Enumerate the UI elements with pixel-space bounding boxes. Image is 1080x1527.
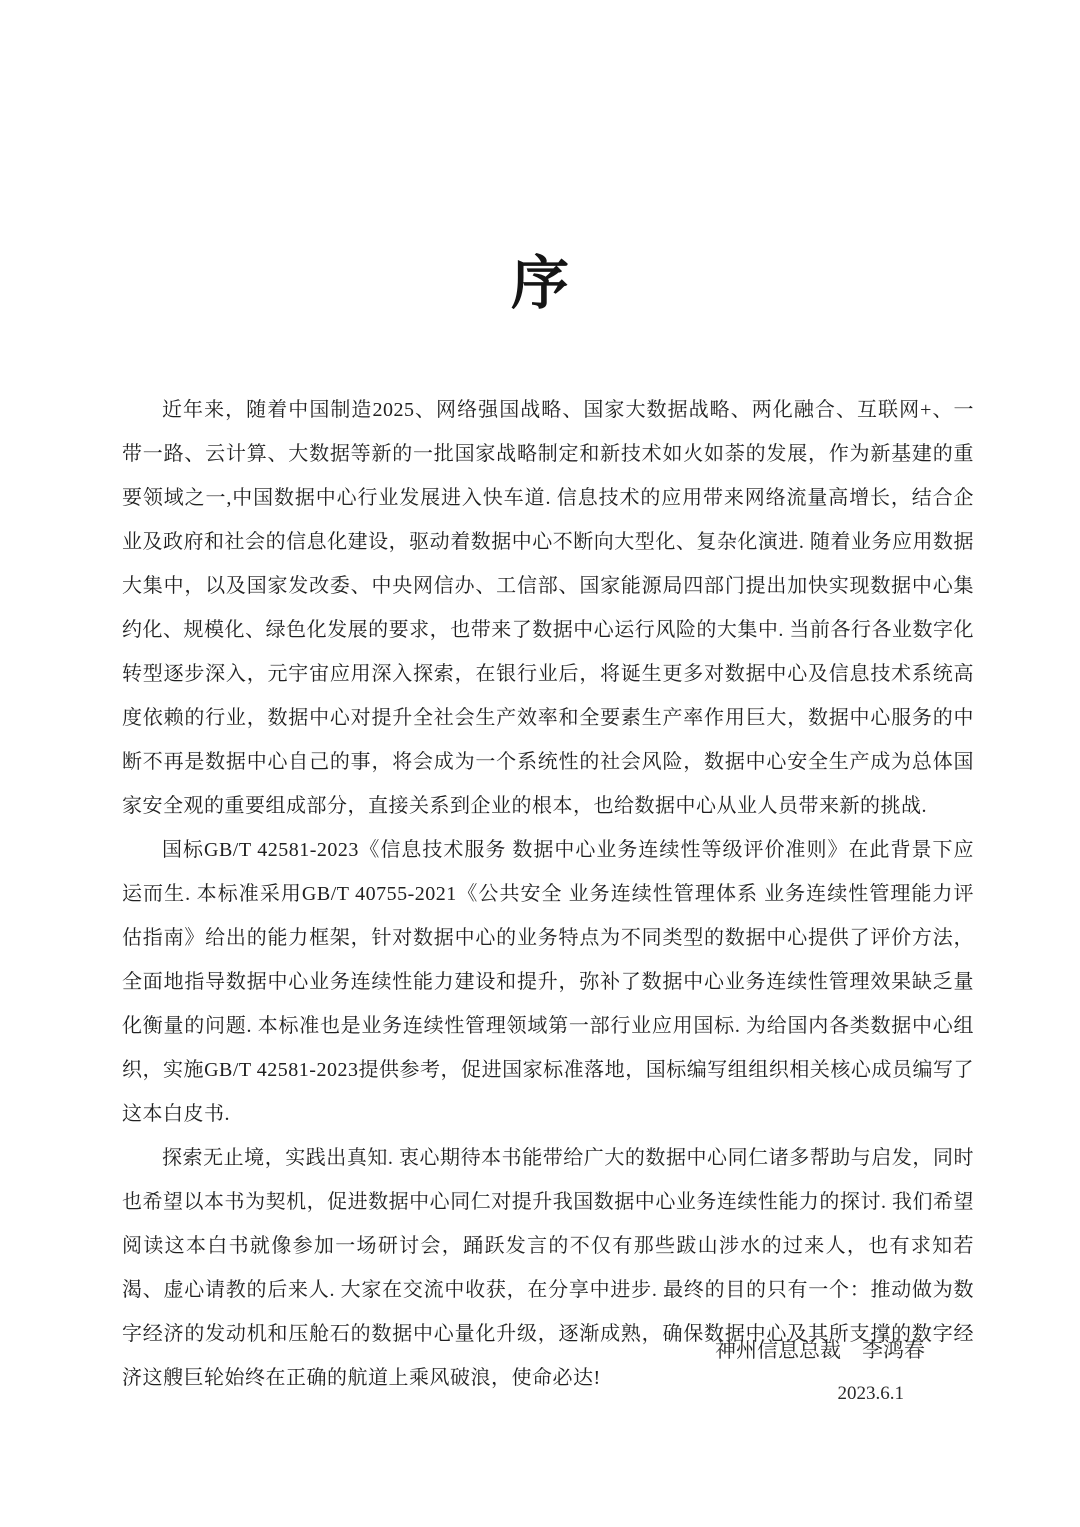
page-title: 序 (510, 251, 569, 316)
signature-line: 神州信息总裁 李鸿春 (715, 1338, 925, 1362)
preface-paragraph: 近年来，随着中国制造2025、网络强国战略、国家大数据战略、两化融合、互联网+、一带一路、云计算、大数据等新的一批国家战略制定和新技术如火如荼的发展，作为新基建的重要领域之一,中国数据中心行业发展进入快车道. 信息技术的应用带来网络流量高增长，结合企业及政府和社会的信息化建设，驱动着数据中心不断向大型化、复杂化演进. 随着业务应用数据大集中，以及国家发改委、中央网信办、工信部、国家能源局四部门提出加快实现数据中心集约化、规模化、绿色化发展的要求，也带来了数据中心运行风险的大集中. 当前各行各业数字化转型逐步深入，元宇宙应用深入探索，在银行业后，将诞生更多对数据中心及信息技术系统高度依赖的行业，数据中心对提升全社会生产效率和全要素生产率作用巨大，数据中心服务的中断不再是数据中心自己的事，将会成为一个系统性的社会风险，数据中心安全生产成为总体国家安全观的重要组成部分，直接关系到企业的根本，也给数据中心从业人员带来新的挑战. (122, 399, 974, 817)
preface-body (122, 388, 974, 1400)
date-line: 2023.6.1 (837, 1383, 904, 1404)
preface-paragraph: 国标GB/T 42581-2023《信息技术服务 数据中心业务连续性等级评价准则》在此背景下应运而生. 本标准采用GB/T 40755-2021《公共安全 业务连续性管理体系 业务连续性管理能力评估指南》给出的能力框架，针对数据中心的业务特点为不同类型的数据中心提供了评价方法，全面地指导数据中心业务连续性能力建设和提升，弥补了数据中心业务连续性管理效果缺乏量化衡量的问题. 本标准也是业务连续性管理领域第一部行业应用国标. 为给国内各类数据中心组织，实施GB/T 42581-2023提供参考，促进国家标准落地，国标编写组组织相关核心成员编写了这本白皮书. (122, 839, 974, 1125)
preface-paragraph: 探索无止境，实践出真知. 衷心期待本书能带给广大的数据中心同仁诸多帮助与启发，同时也希望以本书为契机，促进数据中心同仁对提升我国数据中心业务连续性能力的探讨. 我们希望阅读这本白书就像参加一场研讨会，踊跃发言的不仅有那些跋山涉水的过来人，也有求知若渴、虚心请教的后来人. 大家在交流中收获，在分享中进步. 最终的目的只有一个：推动做为数字经济的发动机和压舱石的数据中心量化升级，逐渐成熟，确保数据中心及其所支撑的数字经济这艘巨轮始终在正确的航道上乘风破浪，使命必达! (122, 1147, 974, 1389)
